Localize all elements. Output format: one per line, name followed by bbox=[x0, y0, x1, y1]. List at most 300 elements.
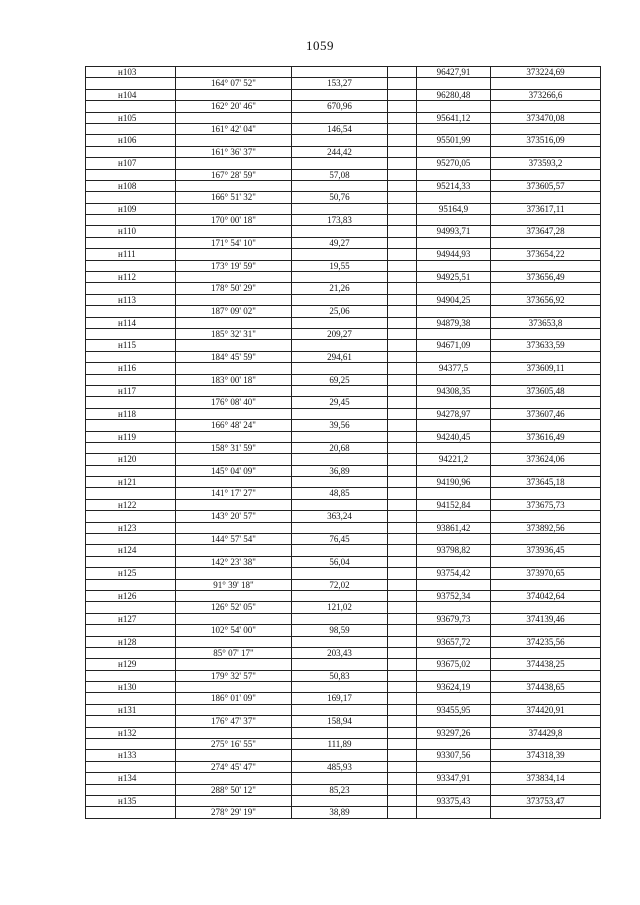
point-name-cell bbox=[86, 739, 176, 750]
table-row bbox=[86, 113, 601, 124]
spacer-cell bbox=[388, 295, 417, 306]
spacer-cell bbox=[388, 682, 417, 693]
table-row bbox=[86, 454, 601, 465]
x-coordinate-cell: 93307,56 bbox=[417, 750, 491, 761]
table-row bbox=[86, 215, 601, 226]
y-coordinate-cell: 373656,92 bbox=[491, 295, 601, 306]
distance-cell bbox=[292, 637, 388, 648]
angle-cell bbox=[176, 682, 292, 693]
table-row bbox=[86, 614, 601, 625]
point-name-cell: н132 bbox=[86, 728, 176, 739]
table-row bbox=[86, 101, 601, 112]
distance-cell bbox=[292, 340, 388, 351]
angle-cell: 85° 07' 17" bbox=[176, 648, 292, 659]
x-coordinate-cell bbox=[417, 511, 491, 522]
spacer-cell bbox=[388, 215, 417, 226]
table-row bbox=[86, 545, 601, 556]
y-coordinate-cell: 373607,46 bbox=[491, 409, 601, 420]
y-coordinate-cell bbox=[491, 375, 601, 386]
distance-cell bbox=[292, 796, 388, 807]
spacer-cell bbox=[388, 261, 417, 272]
x-coordinate-cell: 96280,48 bbox=[417, 90, 491, 101]
distance-cell bbox=[292, 728, 388, 739]
point-name-cell: н125 bbox=[86, 568, 176, 579]
angle-cell: 144° 57' 54" bbox=[176, 534, 292, 545]
y-coordinate-cell bbox=[491, 170, 601, 181]
x-coordinate-cell: 95641,12 bbox=[417, 113, 491, 124]
distance-cell: 20,68 bbox=[292, 443, 388, 454]
angle-cell: 179° 32' 57" bbox=[176, 671, 292, 682]
x-coordinate-cell bbox=[417, 283, 491, 294]
table-row bbox=[86, 443, 601, 454]
spacer-cell bbox=[388, 580, 417, 591]
y-coordinate-cell bbox=[491, 443, 601, 454]
spacer-cell bbox=[388, 602, 417, 613]
y-coordinate-cell: 373675,73 bbox=[491, 500, 601, 511]
point-name-cell: н126 bbox=[86, 591, 176, 602]
table-row bbox=[86, 295, 601, 306]
distance-cell: 69,25 bbox=[292, 375, 388, 386]
table-row bbox=[86, 261, 601, 272]
point-name-cell: н129 bbox=[86, 659, 176, 670]
point-name-cell bbox=[86, 557, 176, 568]
spacer-cell bbox=[388, 397, 417, 408]
angle-cell bbox=[176, 477, 292, 488]
distance-cell: 146,54 bbox=[292, 124, 388, 135]
spacer-cell bbox=[388, 135, 417, 146]
x-coordinate-cell: 93798,82 bbox=[417, 545, 491, 556]
table-row bbox=[86, 181, 601, 192]
spacer-cell bbox=[388, 739, 417, 750]
x-coordinate-cell bbox=[417, 693, 491, 704]
spacer-cell bbox=[388, 523, 417, 534]
spacer-cell bbox=[388, 637, 417, 648]
table-row bbox=[86, 750, 601, 761]
table-row bbox=[86, 329, 601, 340]
y-coordinate-cell bbox=[491, 124, 601, 135]
y-coordinate-cell bbox=[491, 625, 601, 636]
distance-cell: 363,24 bbox=[292, 511, 388, 522]
angle-cell bbox=[176, 158, 292, 169]
y-coordinate-cell bbox=[491, 739, 601, 750]
y-coordinate-cell bbox=[491, 602, 601, 613]
table-row bbox=[86, 648, 601, 659]
angle-cell: 274° 45' 47" bbox=[176, 762, 292, 773]
x-coordinate-cell bbox=[417, 488, 491, 499]
spacer-cell bbox=[388, 306, 417, 317]
y-coordinate-cell: 373647,28 bbox=[491, 226, 601, 237]
y-coordinate-cell bbox=[491, 192, 601, 203]
distance-cell bbox=[292, 158, 388, 169]
y-coordinate-cell: 373616,49 bbox=[491, 432, 601, 443]
y-coordinate-cell bbox=[491, 693, 601, 704]
x-coordinate-cell bbox=[417, 238, 491, 249]
table-row bbox=[86, 523, 601, 534]
x-coordinate-cell: 95270,05 bbox=[417, 158, 491, 169]
y-coordinate-cell: 373753,47 bbox=[491, 796, 601, 807]
y-coordinate-cell bbox=[491, 557, 601, 568]
x-coordinate-cell bbox=[417, 397, 491, 408]
angle-cell: 278° 29' 19" bbox=[176, 807, 292, 818]
spacer-cell bbox=[388, 534, 417, 545]
y-coordinate-cell: 374438,25 bbox=[491, 659, 601, 670]
spacer-cell bbox=[388, 375, 417, 386]
angle-cell: 288° 50' 12" bbox=[176, 785, 292, 796]
point-name-cell bbox=[86, 170, 176, 181]
spacer-cell bbox=[388, 466, 417, 477]
y-coordinate-cell: 374438,65 bbox=[491, 682, 601, 693]
x-coordinate-cell bbox=[417, 352, 491, 363]
spacer-cell bbox=[388, 352, 417, 363]
distance-cell bbox=[292, 591, 388, 602]
distance-cell: 72,02 bbox=[292, 580, 388, 591]
spacer-cell bbox=[388, 283, 417, 294]
distance-cell: 153,27 bbox=[292, 78, 388, 89]
y-coordinate-cell: 373266,6 bbox=[491, 90, 601, 101]
spacer-cell bbox=[388, 113, 417, 124]
point-name-cell: н110 bbox=[86, 226, 176, 237]
y-coordinate-cell bbox=[491, 238, 601, 249]
spacer-cell bbox=[388, 500, 417, 511]
spacer-cell bbox=[388, 614, 417, 625]
distance-cell bbox=[292, 295, 388, 306]
table-row bbox=[86, 204, 601, 215]
x-coordinate-cell: 95501,99 bbox=[417, 135, 491, 146]
y-coordinate-cell: 373936,45 bbox=[491, 545, 601, 556]
point-name-cell bbox=[86, 466, 176, 477]
spacer-cell bbox=[388, 728, 417, 739]
x-coordinate-cell bbox=[417, 557, 491, 568]
x-coordinate-cell bbox=[417, 420, 491, 431]
angle-cell: 141° 17' 27" bbox=[176, 488, 292, 499]
table-row bbox=[86, 557, 601, 568]
table-row bbox=[86, 534, 601, 545]
spacer-cell bbox=[388, 671, 417, 682]
point-name-cell: н103 bbox=[86, 67, 176, 78]
angle-cell bbox=[176, 614, 292, 625]
distance-cell: 50,83 bbox=[292, 671, 388, 682]
y-coordinate-cell bbox=[491, 306, 601, 317]
x-coordinate-cell: 96427,91 bbox=[417, 67, 491, 78]
point-name-cell bbox=[86, 580, 176, 591]
table-row bbox=[86, 432, 601, 443]
distance-cell bbox=[292, 135, 388, 146]
spacer-cell bbox=[388, 796, 417, 807]
angle-cell bbox=[176, 90, 292, 101]
x-coordinate-cell bbox=[417, 78, 491, 89]
table-row bbox=[86, 397, 601, 408]
spacer-cell bbox=[388, 648, 417, 659]
table-row bbox=[86, 272, 601, 283]
table-row bbox=[86, 511, 601, 522]
y-coordinate-cell: 373224,69 bbox=[491, 67, 601, 78]
distance-cell bbox=[292, 659, 388, 670]
y-coordinate-cell bbox=[491, 648, 601, 659]
spacer-cell bbox=[388, 170, 417, 181]
point-name-cell: н124 bbox=[86, 545, 176, 556]
point-name-cell bbox=[86, 443, 176, 454]
distance-cell: 485,93 bbox=[292, 762, 388, 773]
x-coordinate-cell bbox=[417, 329, 491, 340]
angle-cell bbox=[176, 249, 292, 260]
y-coordinate-cell: 373892,56 bbox=[491, 523, 601, 534]
y-coordinate-cell: 373645,18 bbox=[491, 477, 601, 488]
y-coordinate-cell: 373624,06 bbox=[491, 454, 601, 465]
x-coordinate-cell: 93624,19 bbox=[417, 682, 491, 693]
spacer-cell bbox=[388, 340, 417, 351]
point-name-cell: н112 bbox=[86, 272, 176, 283]
angle-cell: 173° 19' 59" bbox=[176, 261, 292, 272]
distance-cell: 21,26 bbox=[292, 283, 388, 294]
spacer-cell bbox=[388, 511, 417, 522]
x-coordinate-cell: 93861,42 bbox=[417, 523, 491, 534]
y-coordinate-cell: 373617,11 bbox=[491, 204, 601, 215]
angle-cell: 187° 09' 02" bbox=[176, 306, 292, 317]
point-name-cell: н133 bbox=[86, 750, 176, 761]
table-row bbox=[86, 67, 601, 78]
point-name-cell bbox=[86, 785, 176, 796]
distance-cell: 169,17 bbox=[292, 693, 388, 704]
spacer-cell bbox=[388, 158, 417, 169]
distance-cell bbox=[292, 750, 388, 761]
x-coordinate-cell bbox=[417, 534, 491, 545]
distance-cell: 98,59 bbox=[292, 625, 388, 636]
x-coordinate-cell: 94278,97 bbox=[417, 409, 491, 420]
x-coordinate-cell: 94377,5 bbox=[417, 363, 491, 374]
table-row bbox=[86, 728, 601, 739]
table-row bbox=[86, 568, 601, 579]
point-name-cell bbox=[86, 534, 176, 545]
x-coordinate-cell bbox=[417, 375, 491, 386]
angle-cell bbox=[176, 340, 292, 351]
distance-cell: 76,45 bbox=[292, 534, 388, 545]
y-coordinate-cell bbox=[491, 466, 601, 477]
x-coordinate-cell bbox=[417, 807, 491, 818]
angle-cell bbox=[176, 500, 292, 511]
angle-cell: 184° 45' 59" bbox=[176, 352, 292, 363]
point-name-cell bbox=[86, 147, 176, 158]
distance-cell bbox=[292, 181, 388, 192]
x-coordinate-cell: 94904,25 bbox=[417, 295, 491, 306]
point-name-cell bbox=[86, 101, 176, 112]
point-name-cell bbox=[86, 261, 176, 272]
distance-cell bbox=[292, 682, 388, 693]
point-name-cell: н119 bbox=[86, 432, 176, 443]
table-row bbox=[86, 352, 601, 363]
table-row bbox=[86, 739, 601, 750]
table-row bbox=[86, 147, 601, 158]
point-name-cell bbox=[86, 192, 176, 203]
table-row bbox=[86, 170, 601, 181]
x-coordinate-cell bbox=[417, 261, 491, 272]
angle-cell: 186° 01' 09" bbox=[176, 693, 292, 704]
spacer-cell bbox=[388, 591, 417, 602]
y-coordinate-cell bbox=[491, 101, 601, 112]
table-row bbox=[86, 420, 601, 431]
point-name-cell: н108 bbox=[86, 181, 176, 192]
table-row bbox=[86, 693, 601, 704]
x-coordinate-cell bbox=[417, 443, 491, 454]
x-coordinate-cell: 93679,73 bbox=[417, 614, 491, 625]
point-name-cell bbox=[86, 693, 176, 704]
y-coordinate-cell bbox=[491, 716, 601, 727]
angle-cell bbox=[176, 272, 292, 283]
point-name-cell bbox=[86, 329, 176, 340]
table-row bbox=[86, 158, 601, 169]
y-coordinate-cell: 373470,08 bbox=[491, 113, 601, 124]
point-name-cell: н113 bbox=[86, 295, 176, 306]
point-name-cell: н127 bbox=[86, 614, 176, 625]
distance-cell bbox=[292, 409, 388, 420]
table-row bbox=[86, 682, 601, 693]
distance-cell: 48,85 bbox=[292, 488, 388, 499]
table-row bbox=[86, 386, 601, 397]
spacer-cell bbox=[388, 716, 417, 727]
point-name-cell: н134 bbox=[86, 773, 176, 784]
angle-cell bbox=[176, 773, 292, 784]
table-row bbox=[86, 488, 601, 499]
angle-cell bbox=[176, 181, 292, 192]
distance-cell bbox=[292, 614, 388, 625]
point-name-cell: н120 bbox=[86, 454, 176, 465]
x-coordinate-cell: 94993,71 bbox=[417, 226, 491, 237]
x-coordinate-cell: 93347,91 bbox=[417, 773, 491, 784]
spacer-cell bbox=[388, 124, 417, 135]
x-coordinate-cell: 94240,45 bbox=[417, 432, 491, 443]
x-coordinate-cell bbox=[417, 170, 491, 181]
point-name-cell bbox=[86, 397, 176, 408]
x-coordinate-cell: 94308,35 bbox=[417, 386, 491, 397]
table-row bbox=[86, 375, 601, 386]
x-coordinate-cell bbox=[417, 101, 491, 112]
distance-cell: 670,96 bbox=[292, 101, 388, 112]
angle-cell bbox=[176, 591, 292, 602]
distance-cell: 57,08 bbox=[292, 170, 388, 181]
x-coordinate-cell bbox=[417, 716, 491, 727]
y-coordinate-cell bbox=[491, 580, 601, 591]
angle-cell: 164° 07' 52" bbox=[176, 78, 292, 89]
distance-cell: 56,04 bbox=[292, 557, 388, 568]
distance-cell bbox=[292, 386, 388, 397]
point-name-cell: н135 bbox=[86, 796, 176, 807]
y-coordinate-cell bbox=[491, 534, 601, 545]
x-coordinate-cell bbox=[417, 671, 491, 682]
spacer-cell bbox=[388, 807, 417, 818]
table-row bbox=[86, 238, 601, 249]
point-name-cell: н130 bbox=[86, 682, 176, 693]
angle-cell: 275° 16' 55" bbox=[176, 739, 292, 750]
angle-cell: 178° 50' 29" bbox=[176, 283, 292, 294]
distance-cell bbox=[292, 318, 388, 329]
table-row bbox=[86, 716, 601, 727]
angle-cell: 126° 52' 05" bbox=[176, 602, 292, 613]
x-coordinate-cell: 95214,33 bbox=[417, 181, 491, 192]
point-name-cell: н109 bbox=[86, 204, 176, 215]
angle-cell bbox=[176, 295, 292, 306]
angle-cell bbox=[176, 637, 292, 648]
spacer-cell bbox=[388, 67, 417, 78]
distance-cell bbox=[292, 454, 388, 465]
spacer-cell bbox=[388, 705, 417, 716]
spacer-cell bbox=[388, 409, 417, 420]
angle-cell bbox=[176, 659, 292, 670]
angle-cell bbox=[176, 204, 292, 215]
point-name-cell bbox=[86, 124, 176, 135]
y-coordinate-cell: 374429,8 bbox=[491, 728, 601, 739]
distance-cell bbox=[292, 363, 388, 374]
point-name-cell: н131 bbox=[86, 705, 176, 716]
y-coordinate-cell: 373593,2 bbox=[491, 158, 601, 169]
spacer-cell bbox=[388, 454, 417, 465]
table-row bbox=[86, 637, 601, 648]
spacer-cell bbox=[388, 568, 417, 579]
x-coordinate-cell: 93752,34 bbox=[417, 591, 491, 602]
angle-cell: 145° 04' 09" bbox=[176, 466, 292, 477]
table-row bbox=[86, 762, 601, 773]
y-coordinate-cell: 374235,56 bbox=[491, 637, 601, 648]
x-coordinate-cell: 94152,84 bbox=[417, 500, 491, 511]
y-coordinate-cell: 373605,48 bbox=[491, 386, 601, 397]
y-coordinate-cell: 373654,22 bbox=[491, 249, 601, 260]
x-coordinate-cell: 93754,42 bbox=[417, 568, 491, 579]
spacer-cell bbox=[388, 693, 417, 704]
distance-cell: 244,42 bbox=[292, 147, 388, 158]
x-coordinate-cell bbox=[417, 215, 491, 226]
x-coordinate-cell bbox=[417, 124, 491, 135]
point-name-cell bbox=[86, 238, 176, 249]
spacer-cell bbox=[388, 226, 417, 237]
x-coordinate-cell bbox=[417, 306, 491, 317]
angle-cell: 176° 47' 37" bbox=[176, 716, 292, 727]
distance-cell bbox=[292, 113, 388, 124]
x-coordinate-cell bbox=[417, 580, 491, 591]
point-name-cell: н107 bbox=[86, 158, 176, 169]
angle-cell bbox=[176, 409, 292, 420]
angle-cell bbox=[176, 113, 292, 124]
x-coordinate-cell: 94221,2 bbox=[417, 454, 491, 465]
table-row bbox=[86, 796, 601, 807]
point-name-cell: н114 bbox=[86, 318, 176, 329]
distance-cell bbox=[292, 432, 388, 443]
page-number: 1059 bbox=[306, 38, 334, 53]
table-row bbox=[86, 591, 601, 602]
table-row bbox=[86, 580, 601, 591]
spacer-cell bbox=[388, 204, 417, 215]
angle-cell: 170° 00' 18" bbox=[176, 215, 292, 226]
x-coordinate-cell bbox=[417, 762, 491, 773]
x-coordinate-cell: 93297,26 bbox=[417, 728, 491, 739]
angle-cell: 158° 31' 59" bbox=[176, 443, 292, 454]
y-coordinate-cell: 373970,65 bbox=[491, 568, 601, 579]
table-row bbox=[86, 477, 601, 488]
table-row bbox=[86, 671, 601, 682]
spacer-cell bbox=[388, 90, 417, 101]
y-coordinate-cell bbox=[491, 420, 601, 431]
spacer-cell bbox=[388, 557, 417, 568]
spacer-cell bbox=[388, 785, 417, 796]
spacer-cell bbox=[388, 386, 417, 397]
table-row bbox=[86, 363, 601, 374]
point-name-cell: н118 bbox=[86, 409, 176, 420]
spacer-cell bbox=[388, 773, 417, 784]
distance-cell bbox=[292, 523, 388, 534]
angle-cell: 167° 28' 59" bbox=[176, 170, 292, 181]
spacer-cell bbox=[388, 488, 417, 499]
y-coordinate-cell: 374042,64 bbox=[491, 591, 601, 602]
distance-cell: 173,83 bbox=[292, 215, 388, 226]
table-row bbox=[86, 135, 601, 146]
point-name-cell bbox=[86, 215, 176, 226]
